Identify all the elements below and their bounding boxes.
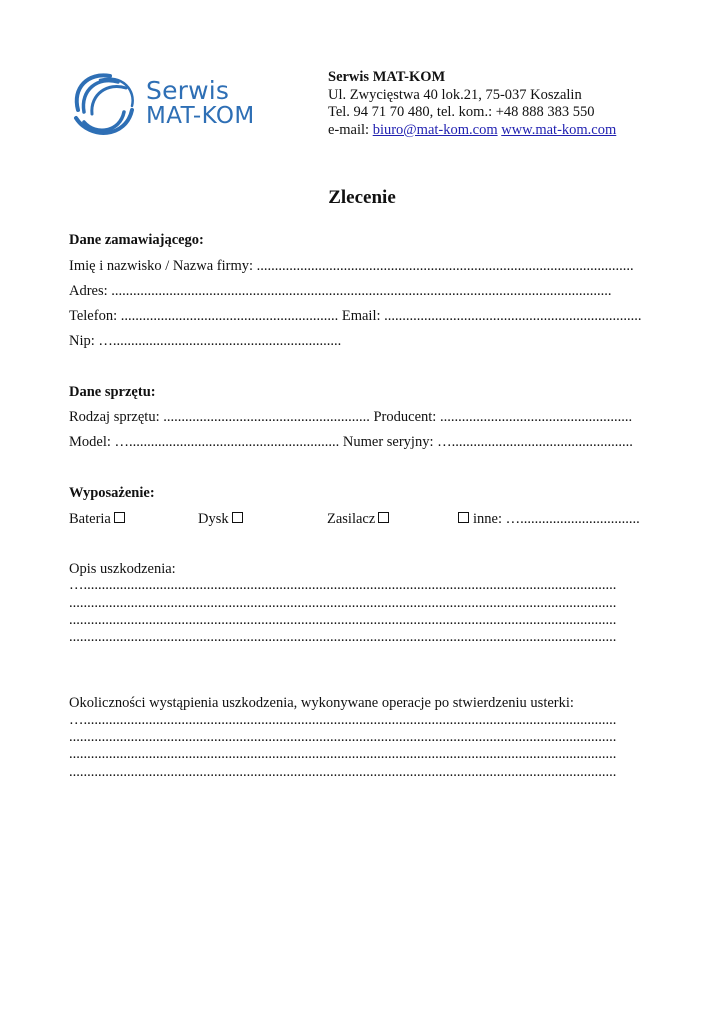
company-phone: Tel. 94 71 70 480, tel. kom.: +48 888 383 550 — [328, 104, 595, 120]
client-phone-label: Telefon: — [69, 308, 121, 324]
equipment-model-row — [69, 433, 633, 451]
disk-label: Dysk — [198, 511, 229, 527]
client-nip-field[interactable]: …............................................................... — [98, 333, 342, 349]
email-link[interactable]: biuro@mat-kom.com — [372, 121, 498, 138]
equipment-serial-label: Numer seryjny: — [339, 434, 438, 450]
charger-option[interactable] — [327, 510, 389, 528]
company-address: Ul. Zwycięstwa 40 lok.21, 75-037 Koszalin — [328, 86, 582, 103]
circumstances-line-4[interactable]: ....................................................................................................................................................... — [69, 764, 617, 780]
battery-checkbox[interactable] — [114, 512, 125, 523]
other-field[interactable]: …................................. — [505, 511, 640, 527]
client-name-field[interactable]: ........................................................................................................ — [256, 258, 634, 274]
email-label: e-mail: — [328, 121, 373, 138]
equipment-producer-field[interactable]: ..................................................... — [439, 409, 633, 425]
logo-line2: MAT-KOM — [146, 103, 255, 129]
accessories-heading: Wyposażenie: — [69, 485, 155, 501]
page-title: Zlecenie — [328, 187, 396, 208]
client-address-label: Adres: — [69, 283, 112, 299]
charger-checkbox[interactable] — [378, 512, 389, 523]
circumstances-line-2[interactable]: ....................................................................................................................................................... — [69, 729, 617, 745]
damage-line-3[interactable]: ....................................................................................................................................................... — [69, 612, 617, 628]
client-nip-row — [69, 332, 341, 350]
company-logo — [70, 70, 270, 140]
equipment-serial-field[interactable]: ….................................................. — [437, 434, 633, 450]
equipment-producer-label: Producent: — [369, 409, 440, 425]
client-heading: Dane zamawiającego: — [69, 232, 204, 248]
company-info — [328, 69, 616, 139]
equipment-model-label: Model: — [69, 434, 115, 450]
damage-line-4[interactable]: ....................................................................................................................................................... — [69, 629, 617, 645]
client-phone-field[interactable]: ............................................................ — [120, 308, 339, 324]
damage-line-2[interactable]: ....................................................................................................................................................... — [69, 595, 617, 611]
equipment-type-field[interactable]: ......................................................... — [163, 409, 370, 425]
logo-swoosh-icon — [70, 70, 150, 140]
circumstances-line-1[interactable]: …................................................................................................................................................... — [69, 712, 617, 728]
circumstances-heading: Okoliczności wystąpienia uszkodzenia, wykonywane operacje po stwierdzeniu usterki: — [69, 695, 574, 711]
logo-line1: Serwis — [146, 76, 230, 105]
equipment-heading: Dane sprzętu: — [69, 384, 156, 400]
damage-heading: Opis uszkodzenia: — [69, 561, 176, 577]
client-email-label: Email: — [338, 308, 385, 324]
website-link[interactable]: www.mat-kom.com — [501, 121, 617, 138]
client-name-row — [69, 257, 634, 275]
client-address-row — [69, 282, 612, 300]
battery-option[interactable] — [69, 510, 125, 528]
battery-label: Bateria — [69, 511, 111, 527]
logo-wordmark — [146, 78, 255, 128]
circumstances-line-3[interactable]: ....................................................................................................................................................... — [69, 746, 617, 762]
client-address-field[interactable]: .......................................................................................................................................... — [111, 283, 612, 299]
company-name: Serwis MAT-KOM — [328, 69, 446, 85]
client-nip-label: Nip: — [69, 333, 99, 349]
company-email-line — [328, 122, 616, 140]
client-contact-row — [69, 307, 642, 325]
equipment-model-field[interactable]: ….......................................................... — [114, 434, 340, 450]
client-email-field[interactable]: ....................................................................... — [384, 308, 642, 324]
client-name-label: Imię i nazwisko / Nazwa firmy: — [69, 258, 257, 274]
other-checkbox[interactable] — [458, 512, 469, 523]
other-label: inne: — [473, 511, 506, 527]
charger-label: Zasilacz — [327, 511, 376, 527]
other-option[interactable] — [458, 510, 640, 528]
equipment-type-row — [69, 408, 632, 426]
disk-checkbox[interactable] — [232, 512, 243, 523]
damage-line-1[interactable]: …................................................................................................................................................... — [69, 577, 617, 593]
disk-option[interactable] — [198, 510, 243, 528]
equipment-type-label: Rodzaj sprzętu: — [69, 409, 164, 425]
